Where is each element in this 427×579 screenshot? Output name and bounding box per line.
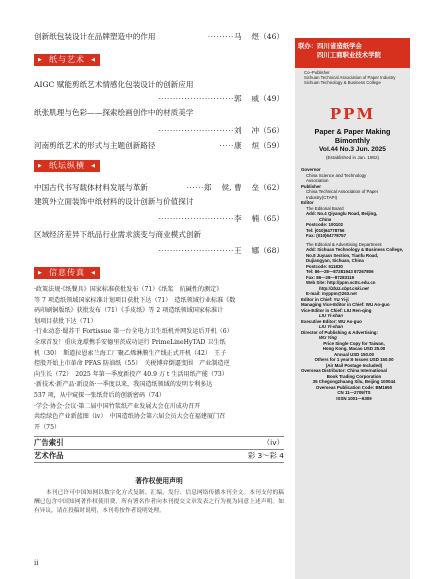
masthead-line: ISSN 1001—6309 bbox=[336, 395, 372, 401]
masthead-line: 35 Chegongzhuang Xilu, Beijing 100044 bbox=[312, 379, 396, 384]
info-line: 共绘绿色产业新蓝图（iv） 中国造纸协会第六届会员大会在福建厦门召 bbox=[34, 413, 226, 421]
masthead-line: Editor bbox=[301, 200, 314, 205]
toc-entry-title[interactable]: 中国古代书写载体材料发展与革新 bbox=[34, 183, 148, 192]
copyright-text: 本刊已许可中国知网以数字化方式复制、汇编、发行、信息网络传播本刊全文。本刊支付的稿酬已包含中国知网著作权使用费，所有署名作者向本刊提交文章发表之行为视为同意上述声明。如有异议，请在投稿时说明，本刊将按作者说明处理。 bbox=[34, 490, 284, 515]
info-line: 全球首发！重庆龙璟携手安德里茨成功运行 PrimeLineHyTAD 卫生纸 bbox=[34, 338, 226, 346]
masthead-line: Overseas Publication Code: BM1650 bbox=[315, 384, 393, 390]
toc-entry-title[interactable]: 河南剪纸艺术的形式与主题创新路径 bbox=[34, 141, 156, 150]
sponsor-banner bbox=[295, 38, 410, 68]
masthead-line: Executive Editor: WU Ao-guo bbox=[301, 318, 362, 324]
masthead-line: Book Trading Corporation bbox=[326, 373, 382, 379]
masthead-line: Industry(CTAPI) bbox=[306, 194, 338, 200]
masthead-line: Fax: (010)64778757 bbox=[306, 233, 347, 238]
masthead-line: http://zbzz.cbpt.cnki.net bbox=[319, 285, 369, 291]
toc-entry-author-page: ·········马 煜（46） bbox=[207, 32, 284, 41]
section-header-paper-art: ▶ 纸与艺术 ◀ bbox=[34, 54, 100, 66]
masthead-line: China Technical Association of Paper bbox=[306, 189, 379, 194]
art-works-row[interactable]: 艺术作品 彩 3～彩 4 bbox=[34, 451, 284, 460]
masthead-line: No.8 Juyuan Section, Tianfu Road, bbox=[306, 252, 379, 258]
masthead-line: Vice-Editor in Chief: LIU Ren-qing bbox=[301, 307, 372, 313]
info-news-block bbox=[34, 285, 284, 433]
info-line: ·新技术·新产品·新设备·一季度以来，我国造纸领域的发明专利多达 bbox=[34, 381, 213, 389]
masthead-line: The Editorial Board bbox=[306, 205, 344, 211]
masthead-line: Web Site: http://ppm.scttc.edu.cn bbox=[306, 280, 376, 285]
masthead-line: China bbox=[319, 216, 332, 222]
masthead-line: Postcode: 100102 bbox=[306, 222, 344, 227]
co-publisher bbox=[304, 70, 408, 86]
section-header-info-fax: ▶ 信息传真 ◀ bbox=[34, 267, 100, 279]
info-line: ·行业动态·蜀苏干 Fortissue 第一台全电力卫生纸机并网发运后开机（6） bbox=[34, 328, 233, 336]
co-publisher-line: Sichuan Technical Association of Paper Industry bbox=[304, 75, 396, 81]
masthead-line: E-mail: myppm@263.net bbox=[306, 291, 357, 296]
masthead-line: Editor in Chief: YU Yi-ji bbox=[301, 296, 349, 302]
table-of-contents bbox=[34, 0, 284, 579]
info-line: ·学会·协会·会议·第二届中国竹浆纸产业发展大会在川成功召开 bbox=[34, 402, 201, 410]
info-line: 划项目获批下达（71） bbox=[34, 317, 97, 325]
info-line: 机（30） 斯道拉恩索兰海工厂聚乙烯淋膜生产线正式开机（42） 王子 bbox=[34, 349, 227, 357]
section-header-paper-forum: ▶ 纸坛纵横 ◀ bbox=[34, 160, 100, 172]
sponsor-line: 联办：四川省造纸学会 bbox=[298, 42, 362, 50]
info-line: 码印刷铜版纸》获批发布（71）《手皮纸》等 2 项造纸领域国家标准计 bbox=[34, 307, 224, 315]
masthead-line: CN 11—2709/TS bbox=[337, 390, 371, 395]
masthead-line: Add: Sichuan Technology & Business College, bbox=[306, 247, 404, 252]
divider bbox=[34, 436, 284, 437]
co-publisher-line: Co–Publisher bbox=[304, 70, 330, 75]
masthead-line: Managing Vice-Editor in Chief: WU Ao-guo bbox=[301, 302, 390, 307]
toc-entry-title[interactable]: 区域经济差异下纸品行业需求演变与商业模式创新 bbox=[34, 230, 202, 239]
masthead-line: (Air Mail Postage Included) bbox=[325, 362, 383, 368]
ads-index-row[interactable]: 广告索引 （iv） bbox=[34, 438, 284, 447]
masthead-line: Dujiangyan, Sichuan, China bbox=[306, 258, 364, 263]
masthead-line: Price Single Copy for Taiwan, bbox=[323, 340, 385, 346]
info-line: ·政策法规·《纸餐具》国家标准获批发布（71）《纸浆 抗碱性的测定》 bbox=[34, 286, 223, 293]
masthead-details bbox=[301, 167, 407, 401]
divider bbox=[34, 462, 284, 463]
info-line: 开（75） bbox=[34, 423, 61, 431]
toc-entry-author-page: ··························王 娜（68） bbox=[158, 246, 284, 255]
masthead-line: Postcode: 611830 bbox=[306, 263, 343, 269]
info-line: 537 项，从中窥探一张纸背后的创新密码（74） bbox=[34, 391, 166, 399]
masthead-line: WU Ying bbox=[319, 335, 337, 340]
masthead-line: Add: No.4 Qiyanglu Road, Beijing, bbox=[306, 211, 378, 216]
info-line: 等 7 项造纸领域国家标准计划项目获批下达（71） 造纸领域行业标准《数 bbox=[34, 296, 236, 304]
masthead-line: Tel: (010)64778756 bbox=[306, 227, 345, 233]
masthead-line: Governor bbox=[301, 167, 321, 172]
masthead-line: Hong Kong, Macao USD 25.00 bbox=[322, 346, 386, 351]
masthead-line: Others for 1 year:6 Issues USD 150.00 bbox=[314, 357, 394, 362]
masthead-line: China Science and Technology bbox=[306, 172, 367, 178]
copyright-title: 著作权使用声明 bbox=[135, 477, 183, 485]
toc-entry-title[interactable]: 创新纸包装设计在品牌塑造中的作用 bbox=[34, 32, 156, 41]
toc-entry-author-page: ·····康 烜（59） bbox=[219, 141, 284, 150]
masthead-line: Annual USD 150.00 bbox=[333, 351, 375, 357]
volume-issue: Vol.44 No.3 Jun. 2025 bbox=[319, 146, 386, 153]
masthead-line: Overseas Distributor: China International bbox=[301, 368, 387, 373]
masthead-line: Tel: 86—28—87281943 87267806 bbox=[306, 269, 374, 274]
page-number: ii bbox=[34, 559, 39, 567]
info-line: 控股开始上市革命 PFAS 防油纸（55） 关税博弈倒逼变围 产业制造逆 bbox=[34, 360, 230, 368]
toc-entry-author-page: ··························郭 威（49） bbox=[158, 94, 284, 103]
masthead-sidebar bbox=[295, 38, 410, 579]
toc-entry-title[interactable]: 纸张肌理与色彩——探索绘画创作中的材质美学 bbox=[34, 108, 194, 117]
masthead-line: Association bbox=[306, 178, 329, 183]
co-publisher-line: Sichuan Technology & Business College bbox=[304, 80, 381, 86]
magazine-title: Paper & Paper Making bbox=[314, 127, 391, 136]
masthead-line: Director of Publishing & Advertising: bbox=[301, 329, 378, 335]
toc-entry-author-page: ··························李 楠（65） bbox=[158, 214, 284, 223]
ppm-logo: PPM bbox=[329, 105, 376, 123]
sponsor-line: 四川工商职业技术学院 bbox=[317, 51, 381, 59]
toc-entry-title[interactable]: 建筑外立面装饰中纸材料的设计创新与价值探讨 bbox=[34, 197, 194, 206]
divider bbox=[34, 449, 284, 450]
masthead-line: Publisher bbox=[301, 183, 322, 189]
toc-entry-title[interactable]: AIGC 赋能剪纸艺术情感化包装设计的创新应用 bbox=[34, 80, 194, 89]
masthead-line: The Editorial & Advertising Department bbox=[306, 241, 382, 247]
masthead-line: LIU Yi-shan bbox=[319, 324, 343, 329]
toc-entry-author-page: ······郑 侯, 曹 垒（62） bbox=[186, 183, 284, 192]
toc-entry-author-page: ··························刘 冲（56） bbox=[158, 126, 284, 135]
masthead-line: LIU Yi-shan bbox=[319, 313, 343, 318]
magazine-subtitle: Bimonthly bbox=[334, 136, 371, 145]
info-line: 向生长（72） 2025 年第一季度新投产 40.9 万 t 生活用纸产能（73） bbox=[34, 370, 228, 378]
established-date: (Established in Jan. 1982) bbox=[325, 155, 380, 160]
masthead-line: Fax: 86—28—87283119 bbox=[306, 274, 355, 280]
